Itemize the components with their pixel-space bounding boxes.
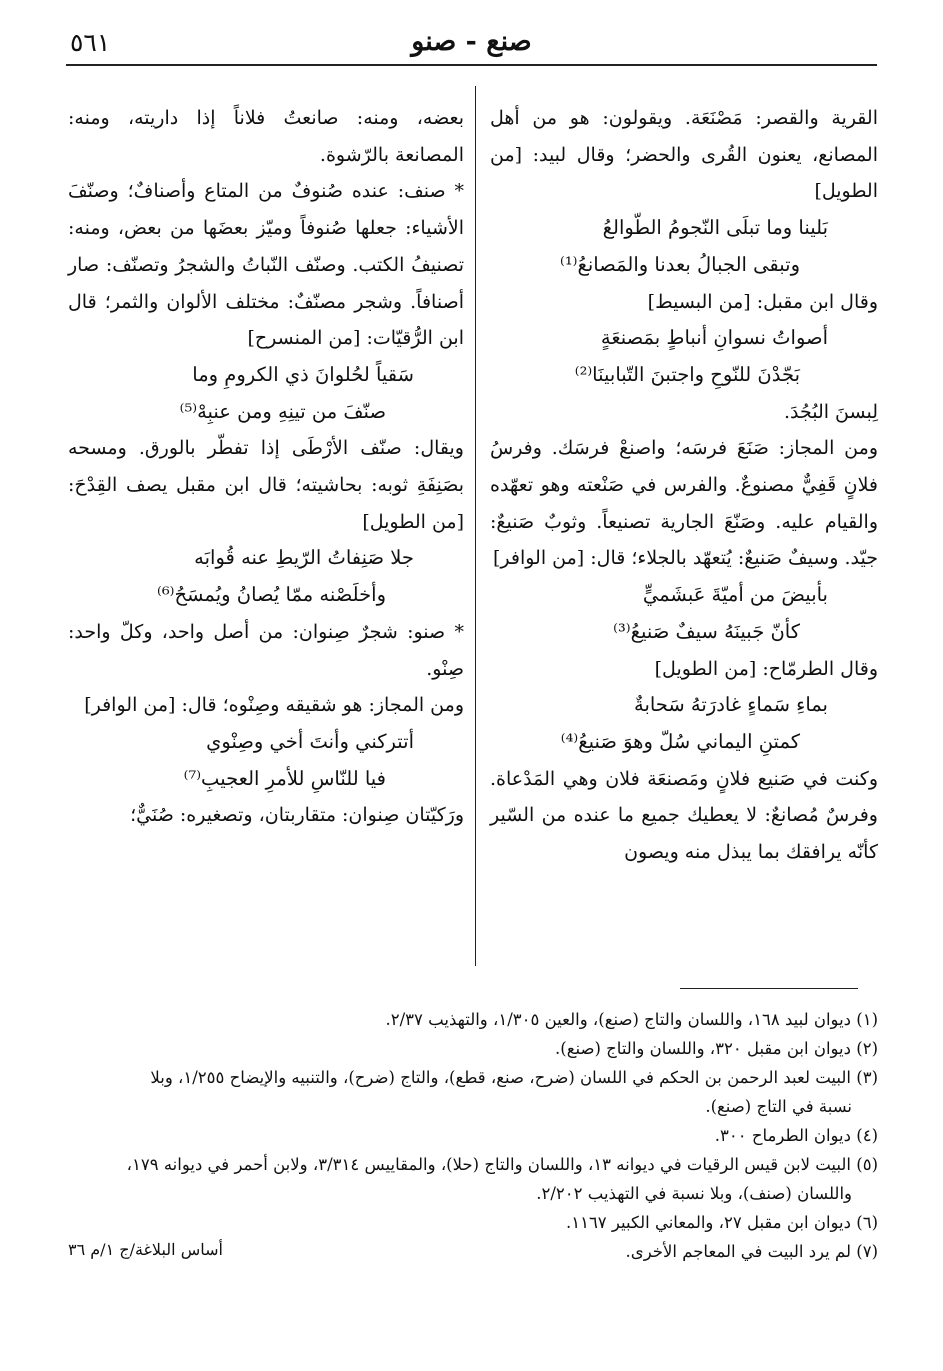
header-rule xyxy=(66,64,877,66)
paragraph: ومن المجاز: صَنَعَ فرسَه؛ واصنعْ فرسَك. وفرسُ فلانٍ قَفِيٌّ مصنوعٌ. والفرس في صَنْعته وهو تعهّده والقيام عليه. وصَنّعَ الجارية تصنيعاً. وثوبٌ صَنيعٌ: جيّد. وسيفٌ صَنيعٌ: يُتعهّد بالجلاء؛ قال: [من الوافر] xyxy=(490,437,878,570)
paragraph: * صنف: عنده صُنوفٌ من المتاع وأصنافٌ؛ وصنّفَ الأشياء: جعلها صُنوفاً وميّز بعضَها من بعض، ومنه: تصنيفُ الكتب. وصنّف النّباتُ والشجرُ وتصنّف: صار أصنافاً. وشجر مصنّفٌ: مختلف الألوان والثمر؛ قال ابن الرُّقيّات: [من المنسرح] xyxy=(68,180,464,350)
verse-first-hemistich: سَقياً لحُلوانَ ذي الكرومِ وما xyxy=(192,362,414,386)
verse-second-hemistich: كأنّ جَبينَهُ سيفٌ صَنيعُ⁽³⁾ xyxy=(613,619,800,643)
verse-first-hemistich: أصواتُ نسوانِ أنباطٍ بمَصنعَةٍ xyxy=(600,326,828,350)
footnote-line: (٢) ديوان ابن مقبل ٣٢٠، واللسان والتاج (صنع). xyxy=(555,1039,878,1058)
footnote-line: (٧) لم يرد البيت في المعاجم الأخرى. xyxy=(625,1242,878,1261)
verse-second-hemistich: وأخلَصْنه ممّا يُصانُ ويُمسَحُ⁽⁶⁾ xyxy=(157,583,386,607)
footnote-line: واللسان (صنف)، وبلا نسبة في التهذيب ٢/٢٠٢. xyxy=(536,1184,852,1203)
footnotes xyxy=(66,1005,878,1266)
bottom-reference: أساس البلاغة/ج ١/م ٣٦ xyxy=(68,1240,223,1259)
footnote-line: (٤) ديوان الطرماح ٣٠٠. xyxy=(714,1126,878,1145)
paragraph: * صنو: شجرٌ صِنوان: من أصل واحد، وكلّ واحد: صِنْو. xyxy=(68,620,464,680)
right-column xyxy=(490,100,878,871)
verse-first-hemistich: بَلينا وما تبلَى النّجومُ الطّوالعُ xyxy=(602,216,828,240)
verse-first-hemistich: بأبيضَ من أميّةَ عَبشَميٍّ xyxy=(642,583,828,607)
footnote-line: (١) ديوان لبيد ١٦٨، واللسان والتاج (صنع)، والعين ١/٣٠٥، والتهذيب ٢/٣٧. xyxy=(385,1010,878,1029)
verse-first-hemistich: أتتركني وأنتَ أخي وصِنْوي xyxy=(206,729,414,753)
paragraph: وقال ابن مقبل: [من البسيط] xyxy=(647,290,878,313)
page-header xyxy=(66,28,877,64)
left-column xyxy=(68,100,464,834)
paragraph: بعضه، ومنه: صانعتُ فلاناً إذا داريته، ومنه: المصانعة بالرّشوة. xyxy=(68,107,464,166)
paragraph: ومن المجاز: هو شقيقه وصِنْوه؛ قال: [من الوافر] xyxy=(84,694,464,717)
page-number: ٥٦١ xyxy=(70,28,111,57)
footnote-line: (٣) البيت لعبد الرحمن بن الحكم في اللسان (ضرح، صنع، قطع)، والتاج (ضرح)، والتنبيه والإيضاح ١/٢٥٥، وبلا xyxy=(150,1068,878,1087)
paragraph: القرية والقصر: مَصْنَعَة. ويقولون: هو من أهل المصانع، يعنون القُرى والحضر؛ وقال لبيد: [من الطويل] xyxy=(490,107,878,203)
verse-first-hemistich: جلا صَنِفاتُ الرّيطِ عنه قُوابَه xyxy=(194,546,414,570)
running-title: صنع - صنو xyxy=(411,26,532,57)
paragraph: ورَكيّتان صِنوان: متقاربتان، وتصغيره: صُنَيٌّ؛ xyxy=(130,804,464,827)
verse-first-hemistich: بماءِ سَماءٍ غادرَتهُ سَحابةٌ xyxy=(633,693,828,717)
verse-second-hemistich: فيا للنّاسِ للأمرِ العجيبِ⁽⁷⁾ xyxy=(183,766,386,790)
footnote-line: (٦) ديوان ابن مقبل ٢٧، والمعاني الكبير ١١٦٧. xyxy=(565,1213,878,1232)
footnote-line: (٥) البيت لابن قيس الرقيات في ديوانه ١٣، واللسان والتاج (حلا)، والمقاييس ٣/٣١٤، ولابن أحمر في ديوانه ١٧٩، xyxy=(126,1155,878,1174)
paragraph: وكنت في صَنيع فلانٍ ومَصنعَة فلان وهي المَدْعاة. وفرسٌ مُصانعٌ: لا يعطيك جميع ما عنده من السّير كأنّه يرافقك بما يبذل منه ويصون xyxy=(490,767,878,864)
paragraph: لِبسنَ البُجُدَ. xyxy=(783,400,878,423)
footnote-line: نسبة في التاج (صنع). xyxy=(705,1097,852,1116)
column-divider xyxy=(475,86,476,966)
verse-second-hemistich: بَجّدْنَ للنّوحِ واجتبنَ التّبابينَا⁽²⁾ xyxy=(574,362,800,386)
verse-second-hemistich: وتبقى الجبالُ بعدنا والمَصانعُ⁽¹⁾ xyxy=(560,252,800,276)
verse-second-hemistich: صنّفَ من تينِهِ ومن عنبِهْ⁽⁵⁾ xyxy=(179,399,386,423)
paragraph: وقال الطرمّاح: [من الطويل] xyxy=(654,657,878,680)
paragraph: ويقال: صنّف الأرْطَى إذا تفطّر بالورق. ومسحه بصَنِفَةِ ثوبه: بحاشيته؛ قال ابن مقبل يصف القِدْحَ: [من الطويل] xyxy=(68,437,464,533)
footnote-rule xyxy=(680,988,858,989)
verse-second-hemistich: كمتنِ اليماني سُلّ وهوَ صَنيعُ⁽⁴⁾ xyxy=(560,729,800,753)
